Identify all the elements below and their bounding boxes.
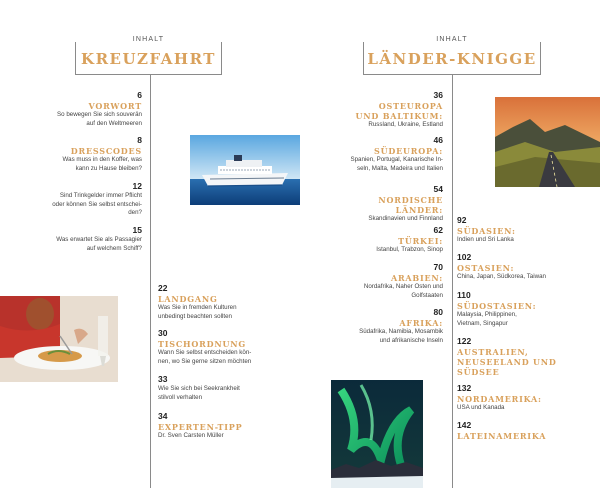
section-title: ARABIEN: <box>390 273 443 283</box>
page-number: 70 <box>433 262 443 272</box>
entry-desc: Dr. Sven Carsten Müller <box>158 432 224 439</box>
toc-entry-suedasien[interactable] <box>457 215 597 245</box>
toc-entry-vorwort[interactable] <box>2 90 142 128</box>
section-title: UND BALTIKUM: <box>355 111 443 121</box>
page-number: 6 <box>137 90 142 100</box>
page-number: 34 <box>158 411 168 421</box>
toc-entry-nordische-laender[interactable] <box>333 184 443 224</box>
mountain-road-photo <box>495 97 600 187</box>
toc-entry-tischordnung[interactable] <box>158 328 288 366</box>
entry-desc: Skandinavien und Finnland <box>368 215 443 222</box>
section-title: LATEINAMERIKA <box>457 431 547 441</box>
page-number: 54 <box>433 184 443 194</box>
left-timeline <box>150 75 151 488</box>
entry-desc: Golfstaaten <box>411 291 443 299</box>
toc-entry-suedeuropa[interactable] <box>333 135 443 173</box>
cruise-ship-photo <box>190 135 300 205</box>
section-title: TÜRKEI: <box>398 236 443 246</box>
page-number: 122 <box>457 336 472 346</box>
right-timeline <box>452 75 453 488</box>
entry-desc: Spanien, Portugal, Kanarische In- <box>350 156 443 163</box>
page-number: 12 <box>132 181 142 191</box>
section-title: SÜDSEE <box>457 367 500 377</box>
entry-desc: Wie Sie sich bei Seekrankheit <box>158 385 240 392</box>
entry-desc: So bewegen Sie sich souverän <box>57 111 142 118</box>
section-title: SÜDASIEN: <box>457 226 516 236</box>
entry-desc: Istanbul, Trabzon, Sinop <box>376 246 443 253</box>
entry-desc: seln, Malta, Madeira und Italien <box>357 164 443 172</box>
page-number: 132 <box>457 383 472 393</box>
entry-desc: Was muss in den Koffer, was <box>62 156 142 163</box>
section-title: AFRIKA: <box>399 318 443 328</box>
left-header-sup: INHALT <box>129 36 169 43</box>
page-number: 142 <box>457 420 472 430</box>
page-number: 8 <box>137 135 142 145</box>
toc-entry-landgang[interactable] <box>158 283 288 321</box>
entry-desc: nen, wo Sie gerne sitzen möchten <box>158 357 252 365</box>
section-title: LANDGANG <box>158 294 218 304</box>
page-number: 33 <box>158 374 168 384</box>
page-number: 92 <box>457 215 467 225</box>
page-number: 80 <box>433 307 443 317</box>
toc-entry-afrika[interactable] <box>333 307 443 345</box>
toc-entry-experten-tipp[interactable] <box>158 411 288 441</box>
entry-desc: und afrikanische Inseln <box>379 336 443 344</box>
entry-desc: unbedingt beachten sollten <box>158 312 232 320</box>
section-title: DRESSCODES <box>70 146 142 156</box>
entry-desc: Nordafrika, Naher Osten und <box>363 283 443 290</box>
entry-desc: Südafrika, Namibia, Mosambik <box>359 328 443 335</box>
page-number: 102 <box>457 252 472 262</box>
toc-entry-dresscodes[interactable] <box>2 135 142 173</box>
section-title: AUSTRALIEN, <box>457 347 529 357</box>
section-title: VORWORT <box>88 101 142 111</box>
dining-photo <box>0 296 118 382</box>
entry-desc: Was erwartet Sie als Passagier <box>56 236 142 243</box>
page-number: 15 <box>132 225 142 235</box>
page-number: 22 <box>158 283 168 293</box>
entry-desc: USA und Kanada <box>457 404 505 411</box>
toc-entry-seekrankheit[interactable] <box>158 374 288 402</box>
section-title: NORDISCHE LÄNDER: <box>378 195 443 215</box>
page-number: 36 <box>433 90 443 100</box>
entry-desc: Russland, Ukraine, Estland <box>368 121 443 128</box>
section-title: OSTASIEN: <box>457 263 515 273</box>
section-title: EXPERTEN-TIPP <box>158 422 243 432</box>
left-header-title: KREUZFAHRT <box>81 50 216 68</box>
toc-entry-schiff[interactable] <box>2 225 142 253</box>
toc-entry-osteuropa[interactable] <box>333 90 443 130</box>
aurora-photo <box>331 380 423 488</box>
entry-desc: Sind Trinkgelder immer Pflicht <box>59 192 142 199</box>
entry-desc: Wann Sie selbst entscheiden kön- <box>158 349 252 356</box>
toc-entry-trinkgeld[interactable] <box>2 181 142 218</box>
section-title: SÜDOSTASIEN: <box>457 301 537 311</box>
entry-desc: oder können Sie selbst entschei- <box>52 200 142 208</box>
right-header-sup: INHALT <box>432 36 472 43</box>
page-number: 46 <box>433 135 443 145</box>
left-header-box <box>75 36 222 75</box>
toc-entry-arabien[interactable] <box>333 262 443 300</box>
right-header-title: LÄNDER-KNIGGE <box>367 50 537 68</box>
toc-entry-australien[interactable] <box>457 336 597 377</box>
toc-entry-nordamerika[interactable] <box>457 383 597 413</box>
right-header-box <box>363 36 541 75</box>
toc-entry-lateinamerika[interactable] <box>457 420 597 441</box>
section-title: SÜDEUROPA: <box>374 146 443 156</box>
entry-desc: China, Japan, Südkorea, Taiwan <box>457 273 546 280</box>
section-title: TISCHORDNUNG <box>158 339 246 349</box>
page-number: 30 <box>158 328 168 338</box>
toc-entry-tuerkei[interactable] <box>333 225 443 255</box>
entry-desc: kann zu Hause bleiben? <box>75 164 142 172</box>
section-title: NORDAMERIKA: <box>457 394 542 404</box>
entry-desc: Vietnam, Singapur <box>457 319 508 327</box>
page-number: 62 <box>433 225 443 235</box>
page-number: 110 <box>457 290 471 300</box>
toc-entry-suedostasien[interactable] <box>457 290 597 328</box>
entry-desc: Malaysia, Philippinen, <box>457 311 517 318</box>
entry-desc: Indien und Sri Lanka <box>457 236 514 243</box>
section-title: NEUSEELAND UND <box>457 357 557 367</box>
entry-desc: auf den Weltmeeren <box>86 119 142 127</box>
toc-entry-ostasien[interactable] <box>457 252 597 282</box>
entry-desc: den? <box>128 209 142 217</box>
entry-desc: Was Sie in fremden Kulturen <box>158 304 237 311</box>
entry-desc: auf welchem Schiff? <box>86 244 142 252</box>
section-title: OSTEUROPA <box>378 101 443 111</box>
entry-desc: stilvoll verhalten <box>158 393 203 401</box>
